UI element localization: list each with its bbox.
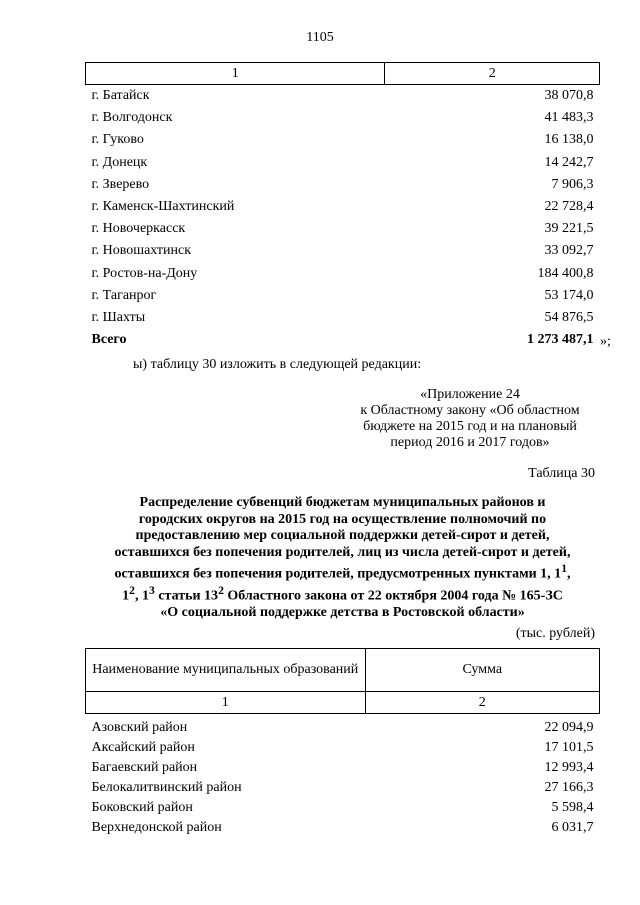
header-row — [86, 649, 600, 692]
column-number-2: 2 — [365, 692, 599, 714]
municipality-name: г. Гуково — [91, 132, 144, 148]
title-line — [85, 583, 600, 605]
table-row — [86, 218, 600, 240]
table-row — [86, 818, 600, 838]
closing-quote-suffix: »; — [600, 334, 611, 349]
municipality-name: г. Новочеркасск — [91, 221, 186, 237]
table-row — [86, 174, 600, 196]
title-line: Распределение субвенций бюджетам муниципальных районов и — [139, 495, 546, 510]
municipality-name: г. Донецк — [91, 154, 148, 170]
total-value: 1 273 487,1 — [527, 332, 594, 348]
district-name: Белокалитвинский район — [91, 780, 242, 795]
table-row — [86, 107, 600, 129]
table-title — [85, 495, 600, 622]
amount-value: 41 483,3 — [544, 110, 594, 126]
title-text: оставшихся без попечения родителей, предусмотренных пунктами 1, 1 — [114, 566, 562, 582]
amount-value: 54 876,5 — [544, 310, 594, 326]
amount-value: 5 598,4 — [551, 800, 594, 815]
municipality-name: г. Каменск-Шахтинский — [91, 199, 235, 215]
title-text: , 1 — [134, 588, 149, 604]
table-number-label: Таблица 30 — [528, 466, 595, 481]
title-text: 1 — [122, 588, 130, 604]
amount-value: 14 242,7 — [544, 154, 594, 170]
column-number-1: 1 — [86, 63, 385, 85]
title-text: Областного закона от 22 октября 2004 года № 165-ЗС — [223, 588, 563, 604]
column-number-2: 2 — [385, 63, 600, 85]
amount-value: 33 092,7 — [544, 243, 594, 259]
municipality-name: г. Таганрог — [91, 287, 157, 303]
amount-value: 12 993,4 — [544, 760, 594, 775]
municipality-name: г. Новошахтинск — [91, 243, 192, 259]
appendix-reference — [340, 387, 600, 451]
appendix-line: период 2016 и 2017 годов» — [390, 435, 550, 450]
table-row — [86, 778, 600, 798]
amount-value: 38 070,8 — [544, 88, 594, 103]
amount-value: 17 101,5 — [544, 740, 594, 755]
table-row — [86, 85, 600, 108]
superscript: 2 — [129, 584, 135, 598]
superscript: 2 — [218, 584, 224, 598]
superscript: 3 — [148, 584, 155, 598]
total-label: Всего — [91, 332, 127, 348]
title-line — [85, 561, 600, 583]
amount-value: 6 031,7 — [551, 820, 594, 835]
table-row — [86, 285, 600, 307]
table-row — [86, 718, 600, 738]
amount-value: 184 400,8 — [537, 265, 594, 281]
total-row — [86, 329, 600, 351]
table-row — [86, 129, 600, 151]
amount-value: 22 094,9 — [544, 720, 594, 735]
municipality-name: г. Шахты — [91, 310, 146, 326]
title-text: , — [567, 566, 571, 582]
amendment-instruction: ы) таблицу 30 изложить в следующей редакции: — [133, 357, 422, 372]
amount-value: 27 166,3 — [544, 780, 594, 795]
table-row — [86, 196, 600, 218]
amount-value: 53 174,0 — [544, 287, 594, 303]
title-line: городских округов на 2015 год на осуществление полномочий по — [138, 511, 547, 527]
district-name: Аксайский район — [91, 740, 195, 755]
amount-value: 16 138,0 — [544, 132, 594, 148]
appendix-line: к Областному закону «Об областном — [360, 403, 580, 418]
amount-value: 22 728,4 — [544, 199, 594, 215]
municipality-name: г. Волгодонск — [91, 110, 173, 126]
amount-value: 7 906,3 — [551, 176, 594, 192]
column-header-name: Наименование муниципальных образований — [86, 649, 366, 692]
table-row — [86, 152, 600, 174]
district-name: Багаевский район — [91, 760, 198, 775]
column-number-row — [86, 692, 600, 714]
district-name: Верхнедонской район — [91, 820, 222, 835]
table-row — [86, 263, 600, 285]
table-row — [86, 758, 600, 778]
table-row — [86, 798, 600, 818]
municipality-name: г. Батайск — [91, 88, 150, 103]
table-row — [86, 738, 600, 758]
table-row — [86, 240, 600, 262]
units-label: (тыс. рублей) — [515, 626, 595, 641]
title-text: статьи 13 — [154, 588, 219, 604]
title-line: предоставлению мер социальной поддержки детей-сирот и детей, — [135, 528, 550, 543]
column-number-row — [86, 63, 600, 85]
column-header-amount: Сумма — [365, 649, 599, 692]
district-subventions-table — [85, 648, 600, 838]
municipal-subventions-table-continued — [85, 62, 600, 351]
amount-value: 39 221,5 — [544, 221, 594, 237]
title-line: оставшихся без попечения родителей, лиц из числа детей-сирот и детей, — [114, 544, 571, 560]
appendix-line: «Приложение 24 — [420, 387, 520, 402]
title-line: «О социальной поддержке детства в Ростовской области» — [160, 605, 525, 621]
district-name: Боковский район — [91, 800, 193, 815]
municipality-name: г. Зверево — [91, 176, 150, 192]
table-row — [86, 307, 600, 329]
district-name: Азовский район — [91, 720, 188, 735]
column-number-1: 1 — [86, 692, 366, 714]
page-number: 1105 — [306, 30, 334, 45]
superscript: 1 — [561, 562, 568, 575]
municipality-name: г. Ростов-на-Дону — [91, 265, 198, 281]
appendix-line: бюджете на 2015 год и на плановый — [363, 419, 577, 434]
